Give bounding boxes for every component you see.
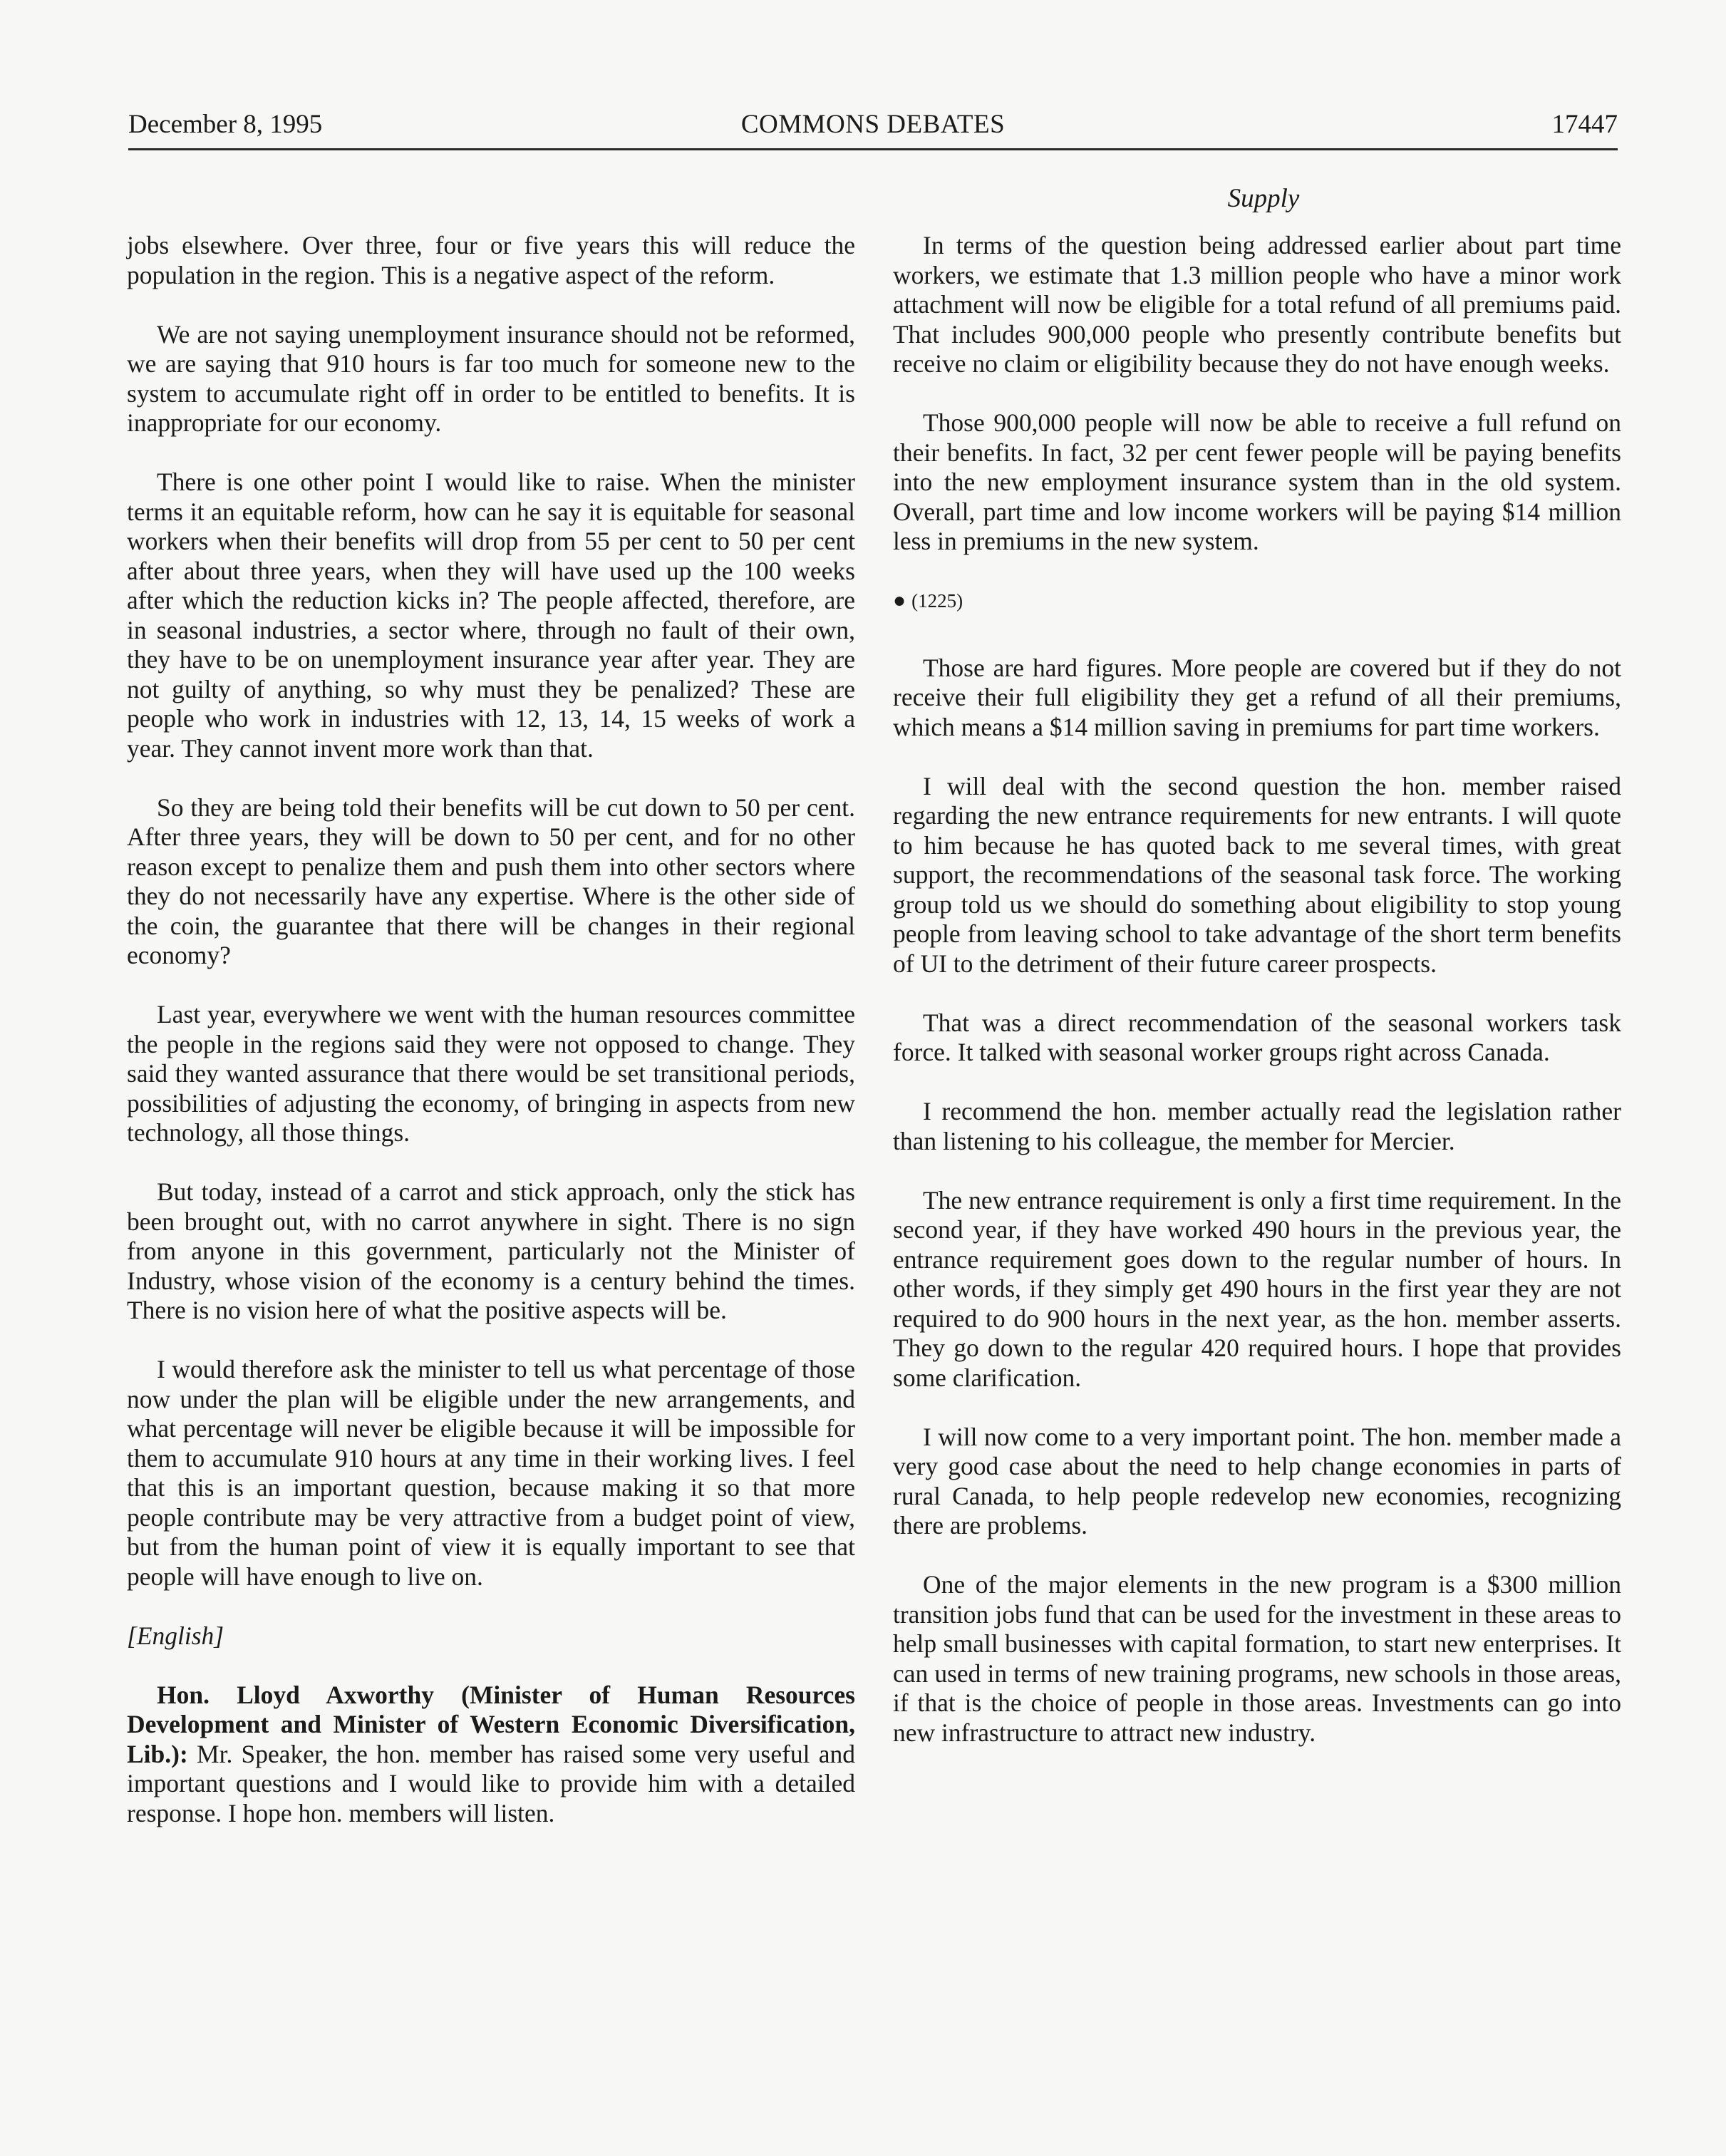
timestamp-marker	[893, 586, 1621, 617]
header-page-number: 17447	[1551, 110, 1618, 139]
left-column	[127, 231, 855, 1858]
paragraph: One of the major elements in the new program is a $300 million transition jobs fund that can be used for the investment in these areas to help small businesses with capital formation, to start new enterprises. It can used in terms of new training programs, new schools in those areas, if that is the choice of people in those areas. Investments can go into new infrastructure to attract new industry.	[893, 1570, 1621, 1747]
paragraph: jobs elsewhere. Over three, four or five years this will reduce the population in the region. This is a negative aspect of the reform.	[127, 231, 855, 289]
paragraph: Those 900,000 people will now be able to receive a full refund on their benefits. In fact, 32 per cent fewer people will be paying benefits into the new employment insurance system than in the old system. Overall, part time and low income workers will be paying $14 million less in premiums in the new system.	[893, 408, 1621, 555]
paragraph: So they are being told their benefits will be cut down to 50 per cent. After three years, they will be down to 50 per cent, and for no other reason except to penalize them and push them into other sectors where they do not necessarily have any expertise. Where is the other side of the coin, the guarantee that there will be changes in their regional economy?	[127, 793, 855, 969]
paragraph: In terms of the question being addressed earlier about part time workers, we estimate that 1.3 million people who have a minor work attachment will now be eligible for a total refund of all premiums paid. That includes 900,000 people who presently contribute benefits but receive no claim or eligibility because they do not have enough weeks.	[893, 231, 1621, 378]
page-header	[128, 107, 1618, 143]
header-date: December 8, 1995	[128, 110, 323, 139]
paragraph: Those are hard figures. More people are covered but if they do not receive their full eligibility they get a refund of all their premiums, which means a $14 million saving in premiums for part time workers.	[893, 653, 1621, 741]
speaker-name: Hon. Lloyd Axworthy (Minister of Human Resources Development and Minister of Western Economic Diversification, Lib.):	[127, 1680, 855, 1768]
paragraph: That was a direct recommendation of the seasonal workers task force. It talked with seasonal worker groups right across Canada.	[893, 1008, 1621, 1066]
paragraph: Last year, everywhere we went with the human resources committee the people in the regions said they were not opposed to change. They said they wanted assurance that there would be set transitional periods, possibilities of adjusting the economy, of bringing in aspects from new technology, all those things.	[127, 1000, 855, 1147]
paragraph: There is one other point I would like to raise. When the minister terms it an equitable reform, how can he say it is equitable for seasonal workers when their benefits will drop from 55 per cent to 50 per cent after about three years, when they will have used up the 100 weeks after which the reduction kicks in? The people affected, therefore, are in seasonal industries, a sector where, through no fault of their own, they have to be on unemployment insurance year after year. They are not guilty of anything, so why must they be penalized? These are people who work in industries with 12, 13, 14, 15 weeks of work a year. They cannot invent more work than that.	[127, 468, 855, 763]
header-publication-title: COMMONS DEBATES	[740, 110, 1006, 139]
paragraph: We are not saying unemployment insurance should not be reformed, we are saying that 910 hours is far too much for someone new to the system to accumulate right off in order to be entitled to benefits. It is inappropriate for our economy.	[127, 319, 855, 437]
section-label: Supply	[1227, 184, 1300, 213]
paragraph: I will deal with the second question the hon. member raised regarding the new entrance requirements for new entrants. I will quote to him because he has quoted back to me several times, with great support, the recommendations of the seasonal task force. The working group told us we should do something about eligibility to stop young people from leaving school to take advantage of the short term benefits of UI to the detriment of their future career prospects.	[893, 771, 1621, 978]
speaker-paragraph	[127, 1681, 855, 1829]
header-rule	[128, 148, 1618, 150]
paragraph: I will now come to a very important point. The hon. member made a very good case about the need to help change economies in parts of rural Canada, to help people redevelop new economies, recognizing there are problems.	[893, 1422, 1621, 1539]
right-column	[893, 231, 1621, 1778]
language-note: [English]	[127, 1621, 224, 1650]
timestamp-text: (1225)	[911, 590, 963, 612]
paragraph: I recommend the hon. member actually read the legislation rather than listening to his colleague, the member for Mercier.	[893, 1097, 1621, 1155]
paragraph: I would therefore ask the minister to tell us what percentage of those now under the plan will be eligible under the new arrangements, and what percentage will never be eligible because it will be impossible for them to accumulate 910 hours at any time in their working lives. I feel that this is an important question, because making it so that more people contribute may be very attractive from a budget point of view, but from the human point of view it is equally important to see that people will have enough to live on.	[127, 1355, 855, 1591]
paragraph: But today, instead of a carrot and stick approach, only the stick has been brought out, with no carrot anywhere in sight. There is no sign from anyone in this government, particularly not the Minister of Industry, whose vision of the economy is a century behind the times. There is no vision here of what the positive aspects will be.	[127, 1177, 855, 1324]
paragraph: The new entrance requirement is only a first time requirement. In the second year, if they have worked 490 hours in the previous year, the entrance requirement goes down to the regular number of hours. In other words, if they simply get 490 hours in the first year they are not required to do 900 hours in the next year, as the hon. member asserts. They go down to the regular 420 required hours. I hope that provides some clarification.	[893, 1185, 1621, 1392]
bullet-icon: ●	[893, 589, 906, 612]
speaker-text: Mr. Speaker, the hon. member has raised some very useful and important questions and I would like to provide him with a detailed response. I hope hon. members will listen.	[127, 1739, 855, 1827]
